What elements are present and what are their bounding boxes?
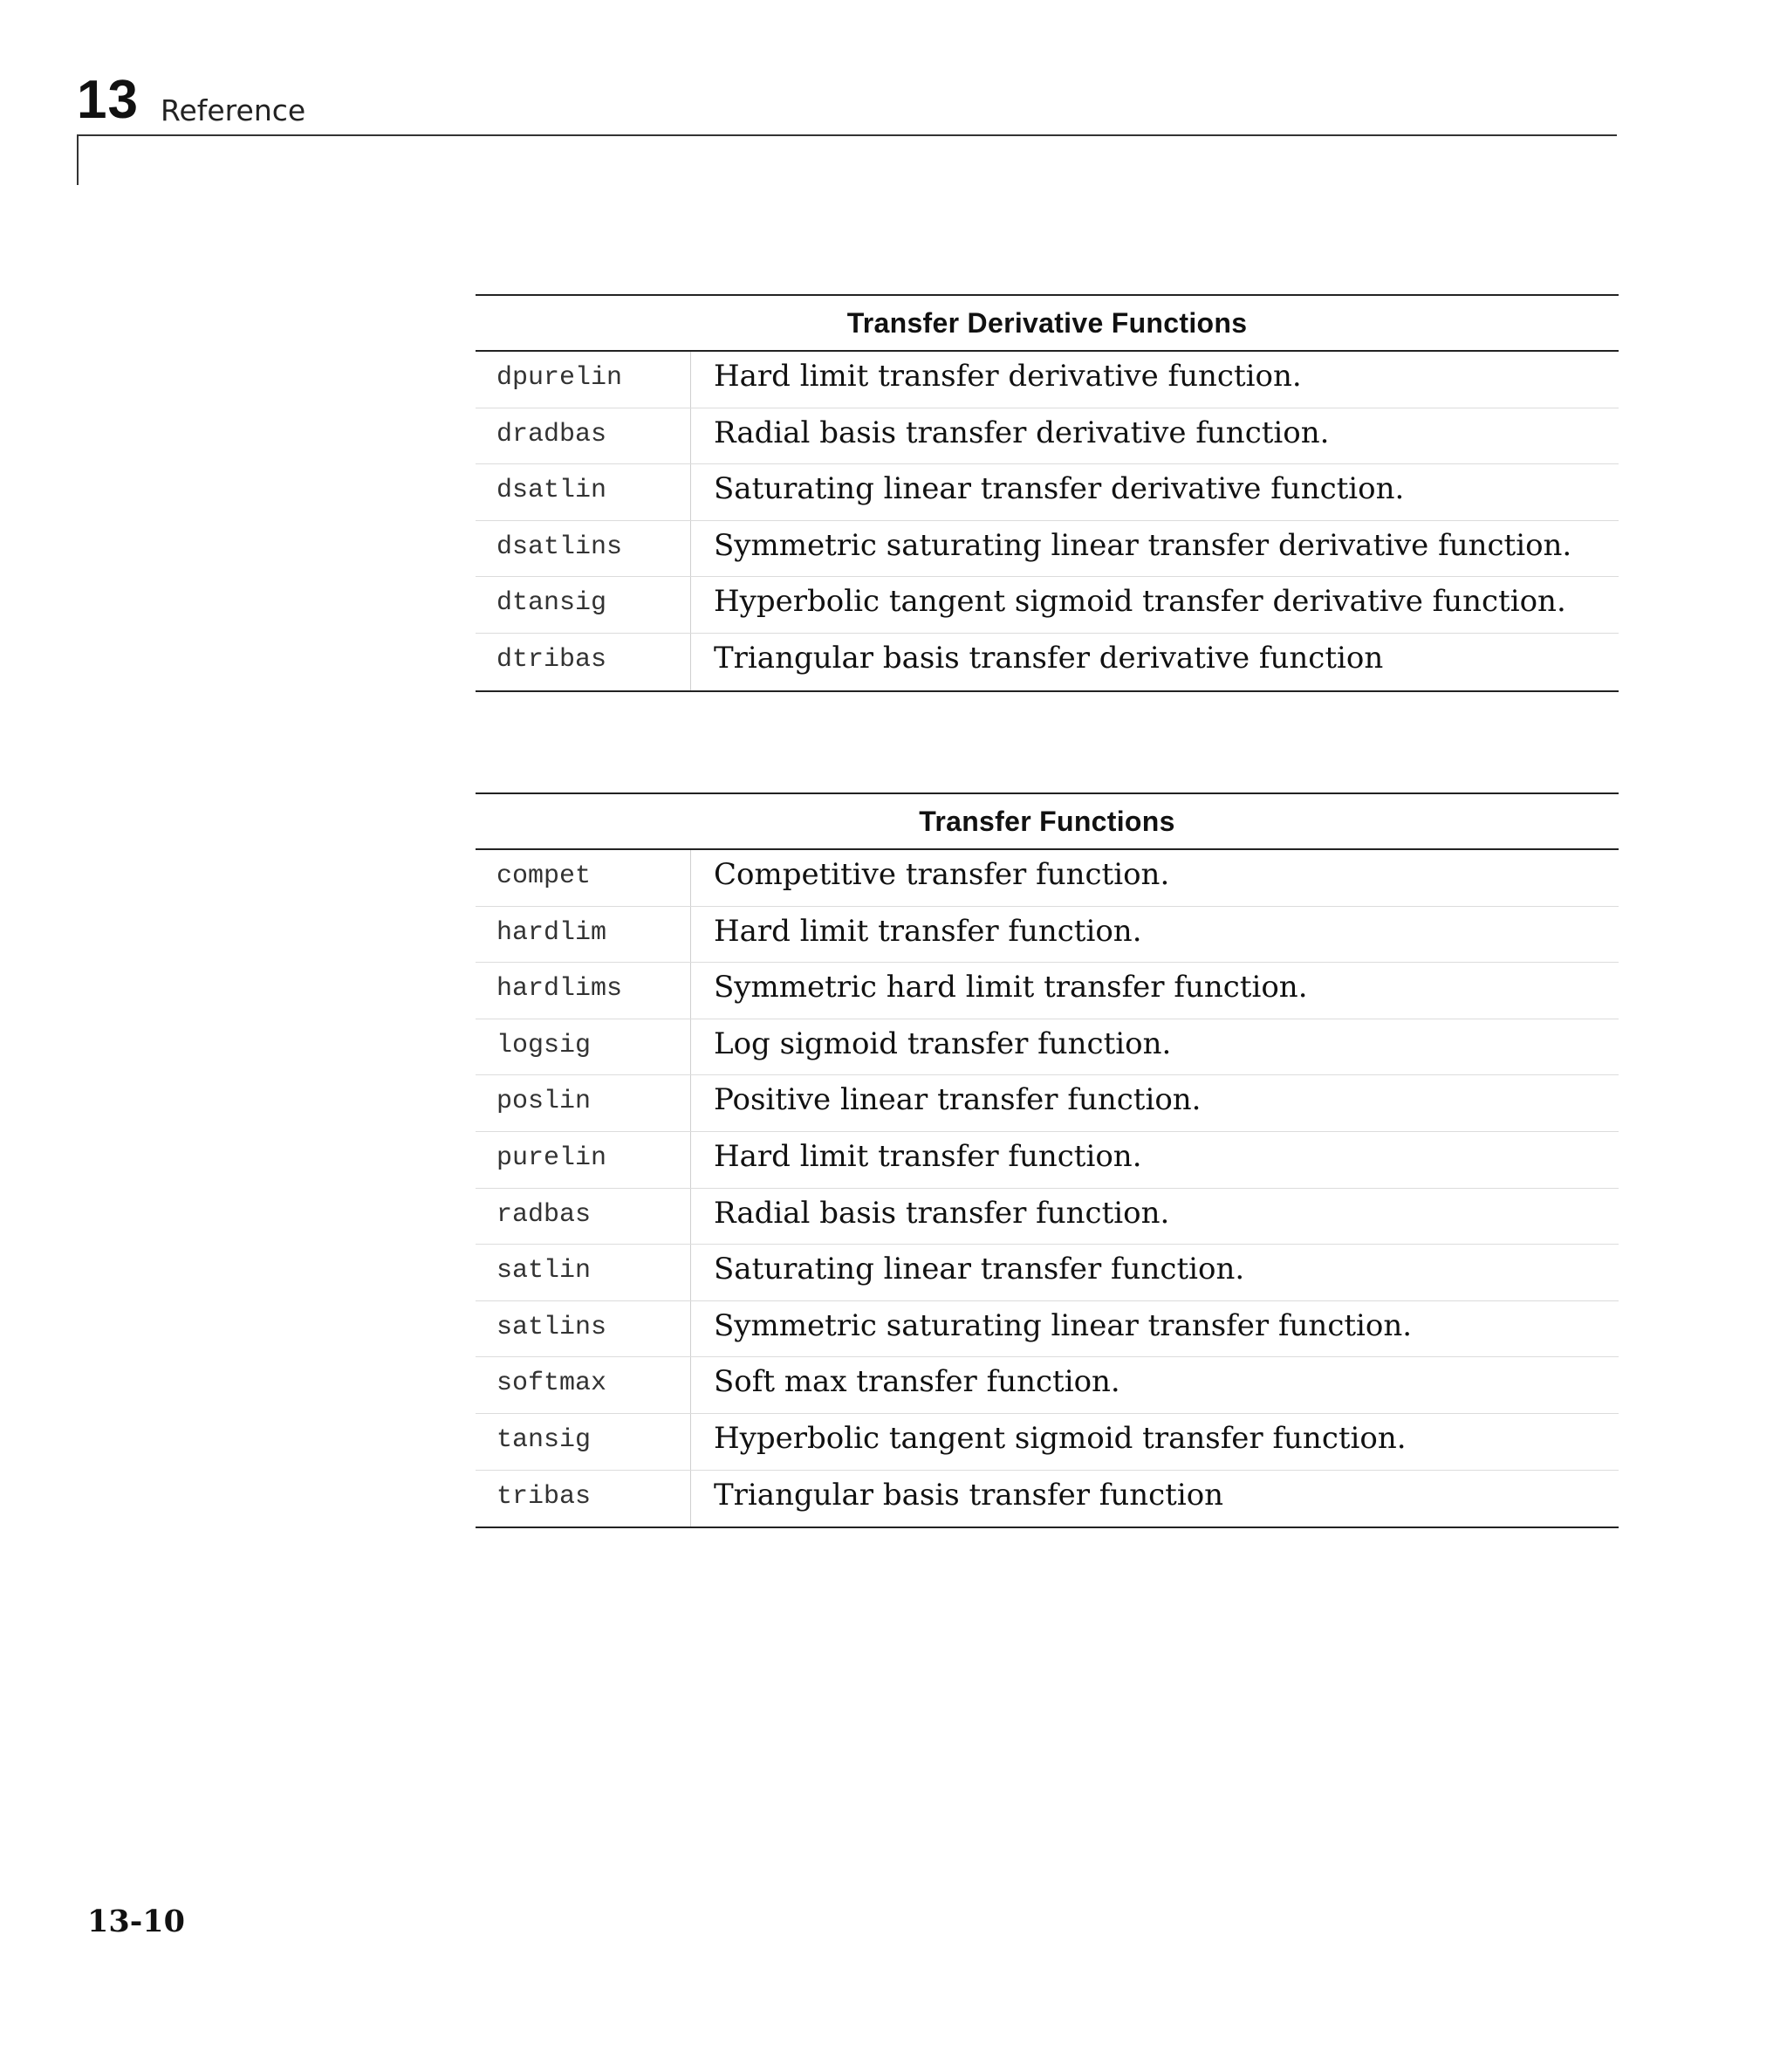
function-description: Saturating linear transfer function. bbox=[714, 1252, 1245, 1287]
table-row bbox=[476, 1301, 1619, 1358]
function-description: Hard limit transfer function. bbox=[714, 1138, 1142, 1174]
function-name: compet bbox=[476, 850, 691, 906]
running-header bbox=[77, 70, 1617, 187]
function-name: dsatlins bbox=[476, 521, 691, 577]
transfer-functions-table bbox=[476, 792, 1619, 1528]
table-row bbox=[476, 1357, 1619, 1414]
table-row bbox=[476, 352, 1619, 408]
table-row bbox=[476, 464, 1619, 521]
table-row bbox=[476, 634, 1619, 690]
table-row bbox=[476, 577, 1619, 634]
table-row bbox=[476, 1414, 1619, 1471]
function-description: Symmetric hard limit transfer function. bbox=[714, 970, 1308, 1005]
function-name: tribas bbox=[476, 1471, 691, 1527]
table-body bbox=[476, 850, 1619, 1528]
table-row bbox=[476, 963, 1619, 1019]
function-name: satlin bbox=[476, 1245, 691, 1300]
function-name: dtribas bbox=[476, 634, 691, 690]
function-description: Log sigmoid transfer function. bbox=[714, 1026, 1172, 1061]
function-name: poslin bbox=[476, 1075, 691, 1131]
function-name: hardlim bbox=[476, 907, 691, 963]
function-name: hardlims bbox=[476, 963, 691, 1019]
table-row bbox=[476, 1189, 1619, 1245]
header-margin-tick bbox=[77, 134, 79, 185]
function-name: dpurelin bbox=[476, 352, 691, 408]
function-description: Positive linear transfer function. bbox=[714, 1082, 1202, 1118]
function-description: Radial basis transfer derivative function. bbox=[714, 415, 1330, 450]
function-name: softmax bbox=[476, 1357, 691, 1413]
function-name: logsig bbox=[476, 1019, 691, 1075]
function-description: Hard limit transfer function. bbox=[714, 913, 1142, 949]
function-description: Hard limit transfer derivative function. bbox=[714, 359, 1302, 394]
function-name: tansig bbox=[476, 1414, 691, 1470]
function-description: Triangular basis transfer derivative function bbox=[714, 640, 1384, 676]
function-description: Hyperbolic tangent sigmoid transfer derivative function. bbox=[714, 584, 1566, 620]
chapter-title: Reference bbox=[161, 93, 306, 127]
function-description: Soft max transfer function. bbox=[714, 1364, 1120, 1400]
function-description: Triangular basis transfer function bbox=[714, 1477, 1224, 1513]
header-rule bbox=[77, 134, 1617, 136]
table-row bbox=[476, 521, 1619, 578]
function-name: dradbas bbox=[476, 408, 691, 464]
table-row bbox=[476, 850, 1619, 907]
function-description: Radial basis transfer function. bbox=[714, 1195, 1170, 1231]
function-name: dtansig bbox=[476, 577, 691, 633]
table-caption: Transfer Derivative Functions bbox=[476, 294, 1619, 352]
function-name: purelin bbox=[476, 1132, 691, 1188]
page-number: 13-10 bbox=[87, 1904, 185, 1939]
transfer-derivative-functions-table bbox=[476, 294, 1619, 692]
table-caption: Transfer Functions bbox=[476, 792, 1619, 850]
function-description: Symmetric saturating linear transfer function. bbox=[714, 1307, 1413, 1343]
function-description: Symmetric saturating linear transfer derivative function. bbox=[714, 527, 1572, 563]
function-description: Competitive transfer function. bbox=[714, 857, 1170, 892]
function-name: dsatlin bbox=[476, 464, 691, 520]
function-description: Hyperbolic tangent sigmoid transfer function. bbox=[714, 1420, 1407, 1456]
table-body bbox=[476, 352, 1619, 692]
table-row bbox=[476, 1019, 1619, 1076]
table-row bbox=[476, 1245, 1619, 1301]
table-row bbox=[476, 408, 1619, 465]
table-row bbox=[476, 907, 1619, 964]
table-row bbox=[476, 1075, 1619, 1132]
table-row bbox=[476, 1471, 1619, 1527]
chapter-number: 13 bbox=[77, 70, 139, 130]
function-name: radbas bbox=[476, 1189, 691, 1245]
function-description: Saturating linear transfer derivative function. bbox=[714, 471, 1405, 507]
function-name: satlins bbox=[476, 1301, 691, 1357]
table-row bbox=[476, 1132, 1619, 1189]
